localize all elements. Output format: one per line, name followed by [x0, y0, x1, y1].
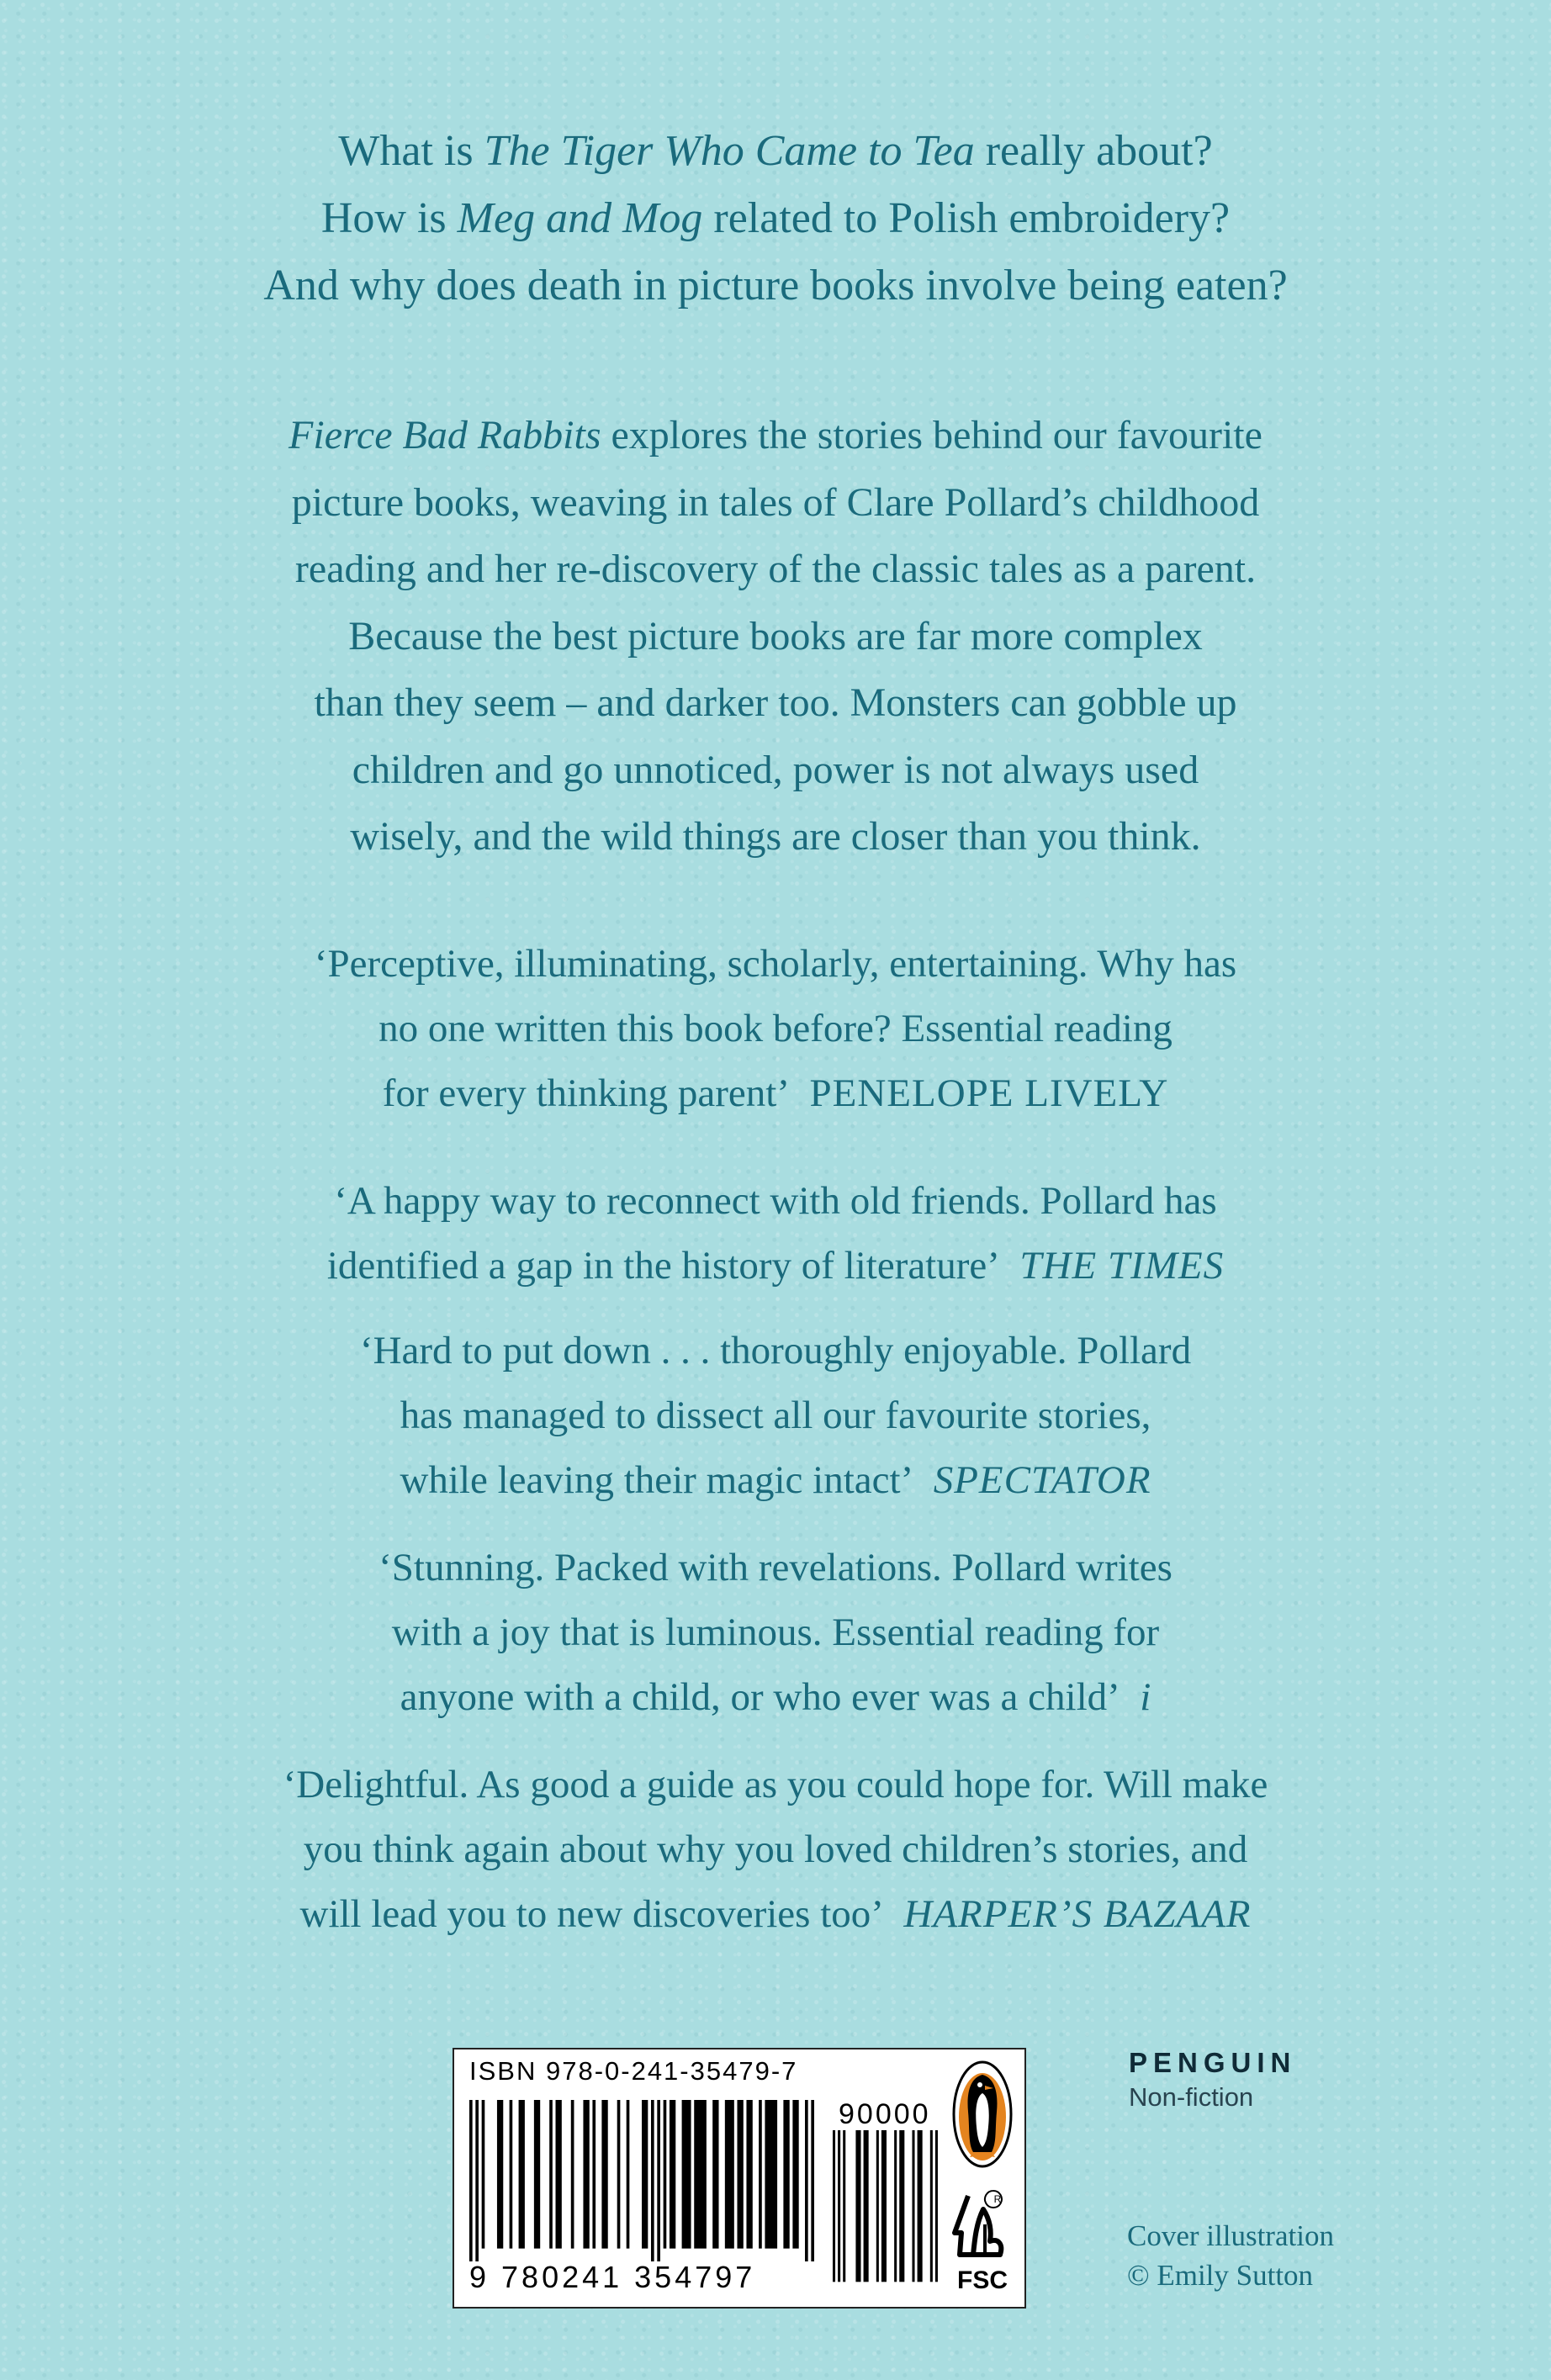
barcode-bar	[765, 2100, 777, 2249]
barcode-bar	[694, 2100, 707, 2249]
barcode-bar	[657, 2100, 660, 2261]
ean-barcode	[469, 2100, 814, 2261]
barcode-bar	[833, 2130, 835, 2282]
barcode-bar	[712, 2100, 718, 2249]
barcode-bar	[482, 2100, 485, 2249]
barcode-bar	[843, 2130, 845, 2282]
barcode-bar	[864, 2130, 869, 2282]
review-source: HARPER’S BAZAAR	[903, 1892, 1252, 1936]
fsc-label: FSC	[957, 2266, 1008, 2294]
barcode-bar	[682, 2100, 691, 2249]
barcode-bar	[497, 2100, 503, 2249]
publisher-name: PENGUIN	[1129, 2047, 1297, 2078]
addon-barcode	[833, 2130, 940, 2295]
review-quote: ‘Hard to put down . . . thoroughly enjoyable. Pollard has managed to dissect all our favourite stories, while leaving their magic intact’ SPECTATOR	[359, 1329, 1192, 1502]
publisher-block	[1129, 2047, 1296, 2113]
publisher-category: Non-fiction	[1129, 2082, 1254, 2112]
question-line: And why does death in picture books involve being eaten?	[263, 262, 1288, 309]
barcode-bar	[601, 2100, 607, 2249]
blurb-line: wisely, and the wild things are closer than you think.	[350, 814, 1201, 859]
blurb-line: than they seem – and darker too. Monsters can gobble up	[314, 680, 1237, 725]
barcode-bar	[792, 2100, 798, 2249]
review-quote: ‘Stunning. Packed with revelations. Pollard writes with a joy that is luminous. Essential reading for anyone with a child, or who ever was a child’ i	[378, 1546, 1173, 1719]
review-source: SPECTATOR	[933, 1458, 1151, 1502]
blurb-line: picture books, weaving in tales of Clare Pollard’s childhood	[291, 479, 1260, 525]
cover-credit	[1127, 2216, 1334, 2295]
review-source: THE TIMES	[1019, 1244, 1225, 1288]
barcode-bar	[617, 2100, 621, 2249]
barcode-bar	[469, 2100, 473, 2261]
isbn-label: ISBN 978-0-241-35479-7	[469, 2056, 798, 2086]
barcode-bar	[811, 2100, 814, 2261]
barcode-bar	[805, 2100, 808, 2261]
blurb-line: reading and her re-discovery of the classic tales as a parent.	[294, 547, 1257, 591]
review-source: i	[1140, 1675, 1151, 1719]
question-line: What is The Tiger Who Came to Tea really about?	[338, 127, 1213, 175]
blurb-paragraph	[0, 402, 1551, 870]
barcode-bar	[549, 2100, 553, 2249]
barcode-bar	[475, 2100, 479, 2261]
blurb-line: Because the best picture books are far more complex	[348, 613, 1203, 658]
barcode-bar	[894, 2130, 897, 2282]
credit-line: Cover illustration	[1127, 2219, 1334, 2252]
barcode-bar	[930, 2130, 933, 2282]
barcode-bar	[881, 2130, 887, 2282]
barcode-bar	[746, 2100, 752, 2249]
barcode-bar	[876, 2130, 879, 2282]
barcode-bar	[783, 2100, 789, 2249]
barcode-bar	[912, 2130, 914, 2282]
barcode-bar	[935, 2130, 938, 2282]
barcode-bar	[571, 2100, 574, 2249]
fsc-logo-icon	[951, 2182, 1014, 2297]
barcode-bar	[838, 2130, 840, 2282]
svg-text:R: R	[993, 2193, 1002, 2205]
teaser-questions	[0, 118, 1551, 320]
review-quote: ‘Delightful. As good a guide as you could hope for. Will make you think again about why you loved children’s stories, and will lead you to new discoveries too’ HARPER’S BAZAAR	[283, 1763, 1268, 1936]
barcode-bar	[534, 2100, 540, 2249]
review-quote: ‘Perceptive, illuminating, scholarly, entertaining. Why has no one written this book before? Essential reading for every thinking parent’ PENELOPE LIVELY	[314, 942, 1237, 1115]
barcode-bar	[651, 2100, 654, 2261]
barcode-bar	[583, 2100, 589, 2249]
review-source: PENELOPE LIVELY	[809, 1071, 1169, 1115]
addon-number: 90000	[839, 2098, 931, 2130]
barcode-bar	[899, 2130, 904, 2282]
isbn-barcode-panel	[453, 2048, 1026, 2309]
ean-number: 9 780241 354797	[469, 2260, 756, 2294]
blurb-line: children and go unnoticed, power is not always used	[352, 747, 1199, 792]
barcode-bar	[664, 2100, 667, 2249]
credit-line: © Emily Sutton	[1127, 2259, 1314, 2292]
penguin-logo-icon	[951, 2060, 1014, 2169]
barcode-bar	[918, 2130, 923, 2282]
barcode-bar	[556, 2100, 562, 2249]
review-quote: ‘A happy way to reconnect with old friends. Pollard has identified a gap in the history of literature’ THE TIMES	[326, 1179, 1225, 1288]
barcode-bar	[592, 2100, 596, 2249]
blurb-line: Fierce Bad Rabbits explores the stories behind our favourite	[288, 413, 1263, 457]
question-line: How is Meg and Mog related to Polish embroidery?	[320, 194, 1231, 242]
barcode-bar	[725, 2100, 734, 2249]
barcode-bar	[670, 2100, 675, 2249]
barcode-bar	[737, 2100, 743, 2249]
barcode-bar	[759, 2100, 762, 2249]
barcode-bar	[510, 2100, 513, 2249]
barcode-bar	[519, 2100, 525, 2249]
barcode-bar	[855, 2130, 860, 2282]
barcode-bar	[642, 2100, 648, 2249]
barcode-bar	[627, 2100, 630, 2249]
